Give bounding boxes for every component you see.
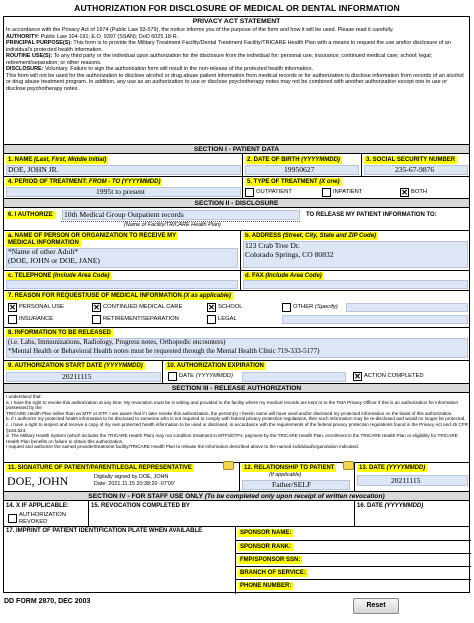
disclosure-label: DISCLOSURE: (6, 66, 44, 73)
understand-text: I understand that: (6, 394, 42, 399)
comment-note-icon-2[interactable] (343, 461, 354, 470)
recipient-value-1: *Name of other Adult* (8, 247, 79, 256)
signature-label: 11. SIGNATURE OF PATIENT/PARENT/LEGAL REPRESENTATIVE (8, 465, 192, 471)
relationship-label: 12. RELATIONSHIP TO PATIENT (244, 465, 335, 471)
section-1-heading: SECTION I - PATIENT DATA (4, 144, 469, 154)
authorize-value: 10th Medical Group Outpatient records (64, 210, 184, 219)
revocation-label: 15. REVOCATION COMPLETED BY (91, 503, 190, 509)
revoked-checkbox[interactable] (8, 514, 17, 523)
privacy-closing: This form will not be used for the authorization to disclose alcohol or drug abuse patient information from medical records or for authorization to disclose information from records of an alcohol or drug abuse treatment program. In addition, any use as an authorization to use or disclose psychotherapy notes may not be combined with another authorization except one to use or disclose psychotherapy notes. (6, 72, 464, 92)
action-completed-label: ACTION COMPLETED (364, 373, 424, 379)
period-label: 4. PERIOD OF TREATMENT: FROM - TO (YYYYMMDD) (8, 179, 161, 185)
form-title: AUTHORIZATION FOR DISCLOSURE OF MEDICAL OR DENTAL INFORMATION (74, 3, 400, 13)
revoked-label: AUTHORIZATION REVOKED (19, 512, 66, 525)
routine-label: ROUTINE USE(S): (6, 53, 53, 60)
section-4-heading: SECTION IV - FOR STAFF USE ONLY (To be completed only upon receipt of written revocation) (4, 491, 469, 501)
ssn-value: 235-67-9876 (395, 165, 435, 174)
recipient-label-line1: a. NAME OF PERSON OR ORGANIZATION TO RECEIVE MY (8, 233, 177, 239)
authority-label: AUTHORITY: (6, 33, 40, 40)
x-applicable-label: 14. X IF APPLICABLE: (6, 503, 69, 509)
telephone-field[interactable] (6, 280, 238, 289)
release-terms (6, 394, 468, 450)
relationship-hint: (If applicable) (269, 472, 302, 478)
legal-label: LEGAL (218, 316, 237, 322)
inpatient-checkbox[interactable] (322, 188, 331, 197)
relationship-value: Father/SELF (272, 480, 312, 489)
address-label: b. ADDRESS (Street, City, State and ZIP Code) (245, 233, 377, 239)
name-label: 1. NAME (Last, First, Middle Initial) (8, 157, 107, 163)
info-released-label: 8. INFORMATION TO BE RELEASED (8, 330, 111, 336)
form-body (3, 16, 470, 593)
insurance-label: INSURANCE (19, 316, 54, 322)
section-2-heading: SECTION II - DISCLOSURE (4, 198, 469, 208)
dob-value: 19950627 (284, 165, 315, 174)
telephone-label: c. TELEPHONE (Include Area Code) (8, 273, 110, 279)
fax-label: d. FAX (Include Area Code) (245, 273, 322, 279)
phone-number-label: PHONE NUMBER: (240, 583, 292, 589)
routine-text: To any third party or the individual upon authorization for the disclosure from the individual for: personal use; insurance; continued medical care; school; legal; retirement/separation; or other reasons. (6, 53, 433, 66)
form-number: DD FORM 2870, DEC 2003 (4, 598, 91, 605)
school-checkbox[interactable] (207, 303, 216, 312)
retirement-label: RETIREMENT/SEPARATION (103, 316, 179, 322)
address-value-1: 123 Crab Tree Dr. (245, 241, 300, 250)
purpose-text: This form is to provide the Military Treatment Facility/Dental Treatment Facility/TRICARE Health Plan with a means to request the use and/or disclosure of an individual's protected health information. (6, 40, 451, 53)
ssn-label: 3. SOCIAL SECURITY NUMBER (366, 157, 456, 163)
privacy-heading: PRIVACY ACT STATEMENT (192, 18, 281, 25)
digital-signed-by: Digitally signed by DOE, JOHN (94, 474, 169, 480)
term-a-cont: TRICARE Health Plan rather than an MTF or DTF. I am aware that if I later revoke this authorization, the person(s) I herein name will have used and/or disclosed my protected information on the basis of this authorization. (6, 410, 453, 416)
imprint-label: 17. IMPRINT OF PATIENT IDENTIFICATION PLATE WHEN AVAILABLE (6, 528, 203, 534)
continued-care-label: CONTINUED MEDICAL CARE (103, 304, 183, 310)
sponsor-fields (236, 527, 471, 592)
recipient-value-2: (DOE, JOHN or DOE, JANE) (8, 256, 100, 265)
dob-label: 2. DATE OF BIRTH (YYYYMMDD) (247, 157, 340, 163)
start-date-value: 20211115 (62, 372, 92, 381)
comment-note-icon[interactable] (223, 461, 234, 470)
outpatient-label: OUTPATIENT (256, 189, 292, 195)
revocation-date-label: 16. DATE (YYYYMMDD) (357, 503, 424, 509)
facility-note: (Name of Facility/TRICARE Health Plan) (124, 222, 221, 228)
treatment-type-label: 5. TYPE OF TREATMENT (X one) (247, 179, 340, 185)
info-released-value-2: *Mental Health or Behavioral Health notes must be requested through the Mental Health Clinic 719-333-5177) (8, 347, 320, 355)
purpose-label: PRINCIPAL PURPOSE(S): (6, 40, 72, 47)
release-to-label: TO RELEASE MY PATIENT INFORMATION TO: (306, 212, 437, 218)
school-label: SCHOOL (218, 304, 243, 310)
both-checkbox[interactable] (400, 188, 409, 197)
reset-button[interactable]: Reset (353, 598, 399, 614)
sponsor-name-label: SPONSOR NAME: (240, 530, 292, 536)
insurance-checkbox[interactable] (8, 315, 17, 324)
name-value: DOE, JOHN JR. (8, 165, 59, 174)
personal-use-label: PERSONAL USE (19, 304, 64, 310)
recipient-label-line2: MEDICAL INFORMATION (8, 240, 79, 246)
sponsor-rank-label: SPONSOR RANK: (240, 544, 292, 550)
other-specify-field[interactable] (346, 303, 468, 312)
fax-field[interactable] (243, 280, 468, 289)
info-released-value-1: (i.e. Labs, Immunizations, Radiology, Progress notes, Orthopedic encounters) (8, 338, 226, 346)
reason-label: 7. REASON FOR REQUEST/USE OF MEDICAL INFORMATION (X as applicable) (8, 293, 231, 299)
term-d: d. The Military Health System (which includes the TRICARE Health Plan) may not condition treatment in MTFs/DTFs, payment by the TRICARE Health Plan, enrollment in the TRICARE Health Plan or eligibility for TRICARE Health Plan benefits on failure to obtain this authorization. (6, 433, 458, 444)
retirement-checkbox[interactable] (92, 315, 101, 324)
expiration-label: 10. AUTHORIZATION EXPIRATION (167, 363, 264, 369)
term-b: b. If I authorize my protected health information to be disclosed to someone who is not required to comply with federal privacy protection regulations, then such information may be re-disclosed and would no longer be protected. (6, 416, 466, 422)
personal-use-checkbox[interactable] (8, 303, 17, 312)
term-c: c. I have a right to inspect and receive a copy of my own protected health information to be used or disclosed, in accordance with the requirements of the federal privacy protection regulations found in the Privacy Act and 45 CFR §164.524. (6, 421, 468, 433)
action-completed-checkbox[interactable] (353, 372, 362, 381)
expiration-date-field[interactable] (242, 372, 346, 382)
start-date-label: 9. AUTHORIZATION START DATE (YYYYMMDD) (8, 363, 143, 369)
privacy-statement (6, 27, 467, 92)
expiration-date-label: DATE (YYYYMMDD) (179, 373, 234, 379)
section-3-heading: SECTION III - RELEASE AUTHORIZATION (4, 383, 469, 393)
sign-date-value: 20211115 (391, 476, 421, 485)
privacy-intro: In accordance with the Privacy Act of 1974 (Public Law 93-579), the notice informs you of the purpose of the form and how it will be used. Please read it carefully. (6, 27, 394, 33)
term-a: a. I have the right to revoke this authorization at any time. My revocation must be in writing and provided to the facility where my medical records are kept or to the TMA Privacy Officer if this is an authorization for information possessed by the (6, 399, 459, 411)
address-value-2: Colorado Springs, CO 80832 (245, 250, 334, 259)
authority-text: Public Law 104-191; E.O. 9397 (SSAN); DoD 6025.18-R. (40, 33, 179, 40)
other-checkbox[interactable] (282, 303, 291, 312)
sponsor-ssn-label: FMP/SPONSOR SSN: (240, 557, 301, 563)
branch-label: BRANCH OF SERVICE: (240, 570, 306, 576)
legal-checkbox[interactable] (207, 315, 216, 324)
expiration-date-checkbox[interactable] (168, 372, 177, 381)
disclosure-text: Voluntary. Failure to sign the authorization form will result in the non-release of the protected health information. (44, 66, 313, 73)
request-text: I request and authorize the named provider/treatment facility/TRICARE Health Plan to release the information described above to the named individual/organization indicated. (6, 444, 359, 450)
other-label: OTHER (Specify) (293, 304, 338, 310)
both-label: BOTH (411, 189, 428, 195)
authorize-label: 6. I AUTHORIZE (8, 212, 53, 218)
digital-signed-date: Date: 2021.11.15 20:38:20 -07'00' (94, 480, 175, 487)
period-value: 1995t to present (96, 187, 145, 196)
outpatient-checkbox[interactable] (245, 188, 254, 197)
inpatient-label: INPATIENT (333, 189, 363, 195)
sign-date-label: 13. DATE (YYYYMMDD) (359, 465, 426, 471)
continued-care-checkbox[interactable] (92, 303, 101, 312)
other-specify-field-2[interactable] (282, 315, 468, 324)
signature-name: DOE, JOHN (7, 474, 69, 488)
digital-signature-info[interactable] (94, 474, 175, 487)
